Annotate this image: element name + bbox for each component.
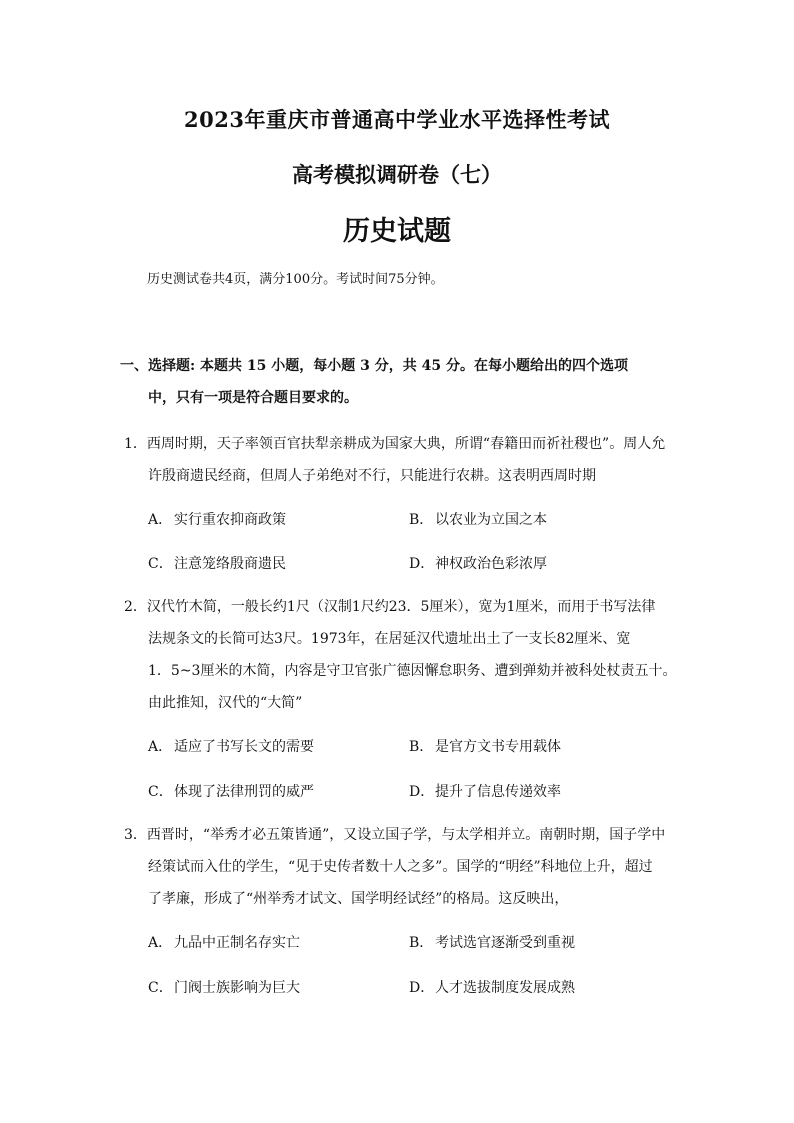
- option-key: B．: [409, 935, 434, 951]
- option-text: 门阀士族影响为巨大: [174, 980, 300, 996]
- question-2-option-a: [148, 736, 314, 756]
- option-text: 注意笼络殷商遗民: [174, 556, 286, 572]
- option-text: 是官方文书专用载体: [435, 739, 561, 755]
- option-text: 考试选官逐渐受到重视: [435, 935, 575, 951]
- exam-subtitle: 高考模拟调研卷（七）: [292, 162, 502, 187]
- question-3-option-c: [148, 977, 300, 997]
- question-2-line-1: 2．汉代竹木简，一般长约1尺（汉制1尺约23．5厘米），宽为1厘米，而用于书写法律: [124, 599, 656, 615]
- exam-intro: 历史测试卷共4页，满分100分。考试时间75分钟。: [147, 272, 444, 287]
- option-key: A．: [148, 739, 173, 755]
- exam-title: 2023年重庆市普通高中学业水平选择性考试: [184, 107, 610, 132]
- option-key: A．: [148, 512, 173, 528]
- question-2-option-d: [409, 781, 561, 801]
- question-2-line-3: 1．5~3厘米的木简，内容是守卫官张广德因懈怠职务、遭到弹劾并被科处杖责五十。: [148, 663, 677, 679]
- option-key: A．: [148, 935, 173, 951]
- option-key: C．: [148, 784, 173, 800]
- option-text: 体现了法律刑罚的威严: [174, 784, 314, 800]
- option-key: B．: [409, 739, 434, 755]
- option-text: 适应了书写长文的需要: [174, 739, 314, 755]
- question-1-line-1: 1．西周时期，天子率领百官扶犁亲耕成为国家大典，所谓“春籍田而祈社稷也”。周人允: [124, 436, 666, 452]
- question-2-line-4: 由此推知，汉代的“大简”: [148, 695, 303, 711]
- question-3-line-1: 3．西晋时，“举秀才必五策皆通”，又设立国子学，与太学相并立。南朝时期，国子学中: [124, 827, 666, 843]
- option-text: 提升了信息传递效率: [435, 784, 561, 800]
- option-key: D．: [409, 556, 435, 572]
- option-text: 实行重农抑商政策: [174, 512, 286, 528]
- question-2-line-2: 法规条文的长简可达3尺。1973年，在居延汉代遗址出土了一支长82厘米、宽: [148, 631, 631, 647]
- question-3-option-d: [409, 977, 575, 997]
- question-3-option-b: [409, 932, 575, 952]
- question-2-option-b: [409, 736, 561, 756]
- option-text: 九品中正制名存实亡: [174, 935, 300, 951]
- option-key: D．: [409, 980, 435, 996]
- question-1-line-2: 许殷商遗民经商，但周人子弟绝对不行，只能进行农耕。这表明西周时期: [148, 468, 596, 484]
- option-key: B．: [409, 512, 434, 528]
- option-text: 以农业为立国之本: [435, 512, 547, 528]
- subject-title: 历史试题: [343, 216, 451, 247]
- option-key: C．: [148, 556, 173, 572]
- question-3-line-2: 经策试而入仕的学生，“见于史传者数十人之多”。国学的“明经”科地位上升，超过: [148, 859, 653, 875]
- question-1-option-a: [148, 509, 286, 529]
- option-key: D．: [409, 784, 435, 800]
- question-3-option-a: [148, 932, 300, 952]
- question-3-line-3: 了孝廉，形成了“州举秀才试文、国学明经试经”的格局。这反映出，: [148, 891, 569, 907]
- question-1-option-d: [409, 553, 547, 573]
- option-text: 人才选拔制度发展成熟: [435, 980, 575, 996]
- question-1-option-b: [409, 509, 547, 529]
- question-1-option-c: [148, 553, 286, 573]
- section-heading-line1: 一、选择题: 本题共 15 小题，每小题 3 分，共 45 分。在每小题给出的四个选项: [120, 358, 628, 374]
- option-key: C．: [148, 980, 173, 996]
- question-2-option-c: [148, 781, 314, 801]
- section-heading-line2: 中，只有一项是符合题目要求的。: [148, 390, 358, 406]
- option-text: 神权政治色彩浓厚: [435, 556, 547, 572]
